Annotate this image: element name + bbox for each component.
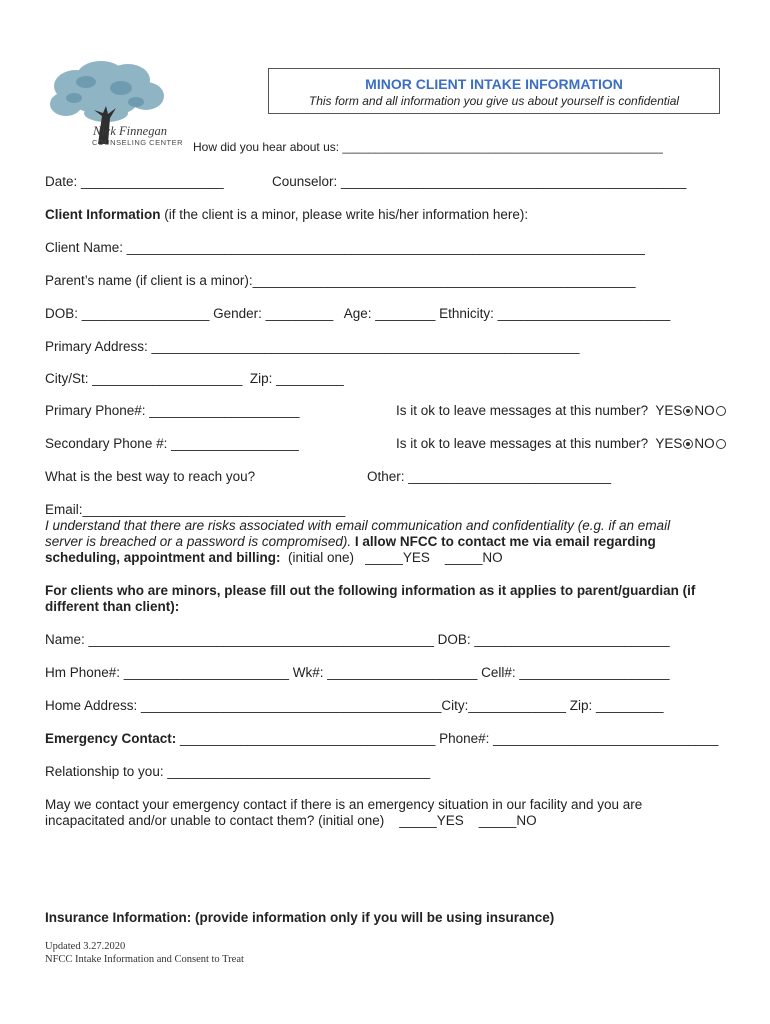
best-way-question: What is the best way to reach you? bbox=[45, 469, 256, 484]
emergency-question-line-2[interactable]: incapacitated and/or unable to contact them? (initial one) _____YES _____NO bbox=[45, 813, 537, 828]
primary-address-field[interactable]: Primary Address: _________________________________________________________ bbox=[45, 339, 580, 354]
email-note-line-3[interactable] bbox=[45, 550, 503, 566]
dob-gender-age-ethnicity-row[interactable]: DOB: _________________ Gender: _________ Age: ________ Ethnicity: _______________________ bbox=[45, 306, 671, 321]
footer-doc-title: NFCC Intake Information and Consent to Treat bbox=[45, 954, 244, 965]
form-subtitle: This form and all information you give us about yourself is confidential bbox=[308, 94, 680, 108]
emergency-question-line-1: May we contact your emergency contact if there is an emergency situation in our facility and you are bbox=[45, 797, 643, 812]
parent-name-field[interactable]: Parent’s name (if client is a minor):___________________________________________________ bbox=[45, 273, 636, 288]
insurance-heading: Insurance Information: (provide information only if you will be using insurance) bbox=[45, 910, 555, 925]
leave-message-question-2 bbox=[396, 436, 727, 452]
city-zip-field[interactable]: City/St: ____________________ Zip: _________ bbox=[45, 371, 344, 386]
no-radio[interactable] bbox=[716, 406, 726, 416]
minors-heading-line-2: different than client): bbox=[45, 599, 180, 614]
secondary-phone-field[interactable]: Secondary Phone #: _________________ bbox=[45, 436, 299, 451]
email-field[interactable]: Email:___________________________________ bbox=[45, 502, 346, 517]
emergency-contact-label: Emergency Contact: bbox=[45, 731, 177, 746]
leave-message-text: Is it ok to leave messages at this number? bbox=[396, 403, 656, 418]
yes-label: YES bbox=[655, 403, 683, 418]
logo-name: Nick Finnegan bbox=[93, 124, 167, 138]
no-label: NO bbox=[694, 436, 715, 451]
yes-radio[interactable] bbox=[683, 406, 693, 416]
email-consent-bold: I allow NFCC to contact me via email regarding bbox=[354, 534, 656, 549]
logo-subtitle: COUNSELING CENTER bbox=[92, 138, 184, 147]
hear-about-field[interactable]: How did you hear about us: ________________________________________________ bbox=[193, 140, 663, 154]
guardian-address-field[interactable]: Home Address: ________________________________________City:_____________ Zip: _________ bbox=[45, 698, 664, 713]
no-radio[interactable] bbox=[716, 439, 726, 449]
client-info-heading bbox=[45, 207, 528, 223]
no-label: NO bbox=[694, 403, 715, 418]
guardian-phones-field[interactable]: Hm Phone#: ______________________ Wk#: ____________________ Cell#: ____________________ bbox=[45, 665, 670, 680]
minors-heading-line-1: For clients who are minors, please fill out the following information as it applies to parent/guardian (if bbox=[45, 583, 696, 598]
client-info-note: (if the client is a minor, please write his/her information here): bbox=[160, 207, 529, 222]
email-note-italic: server is breached or a password is compromised). bbox=[45, 534, 355, 549]
email-consent-topics: scheduling, appointment and billing: bbox=[45, 550, 281, 565]
form-title: MINOR CLIENT INTAKE INFORMATION bbox=[365, 76, 623, 92]
counselor-field[interactable]: Counselor: ______________________________________________ bbox=[272, 174, 687, 189]
email-note-line-2 bbox=[45, 534, 656, 550]
guardian-name-dob-field[interactable]: Name: ______________________________________________ DOB: __________________________ bbox=[45, 632, 670, 647]
leave-message-text: Is it ok to leave messages at this number? bbox=[396, 436, 656, 451]
date-field[interactable]: Date: ___________________ bbox=[45, 174, 224, 189]
primary-phone-field[interactable]: Primary Phone#: ____________________ bbox=[45, 403, 300, 418]
form-header bbox=[268, 68, 720, 114]
yes-label: YES bbox=[655, 436, 683, 451]
email-note-line-1: I understand that there are risks associated with email communication and confidentiality (e.g. if an email bbox=[45, 518, 671, 533]
other-field[interactable]: Other: ___________________________ bbox=[367, 469, 611, 484]
footer-updated: Updated 3.27.2020 bbox=[45, 941, 126, 952]
leave-message-question-1 bbox=[396, 403, 727, 419]
yes-radio[interactable] bbox=[683, 439, 693, 449]
emergency-contact-row[interactable] bbox=[45, 731, 718, 747]
client-name-field[interactable]: Client Name: _____________________________________________________________________ bbox=[45, 240, 645, 255]
email-consent-initial[interactable]: (initial one) _____YES _____NO bbox=[280, 550, 503, 565]
relationship-field[interactable]: Relationship to you: ___________________________________ bbox=[45, 764, 431, 779]
client-info-label: Client Information bbox=[45, 207, 161, 222]
emergency-contact-fields[interactable]: __________________________________ Phone#: ______________________________ bbox=[176, 731, 719, 746]
